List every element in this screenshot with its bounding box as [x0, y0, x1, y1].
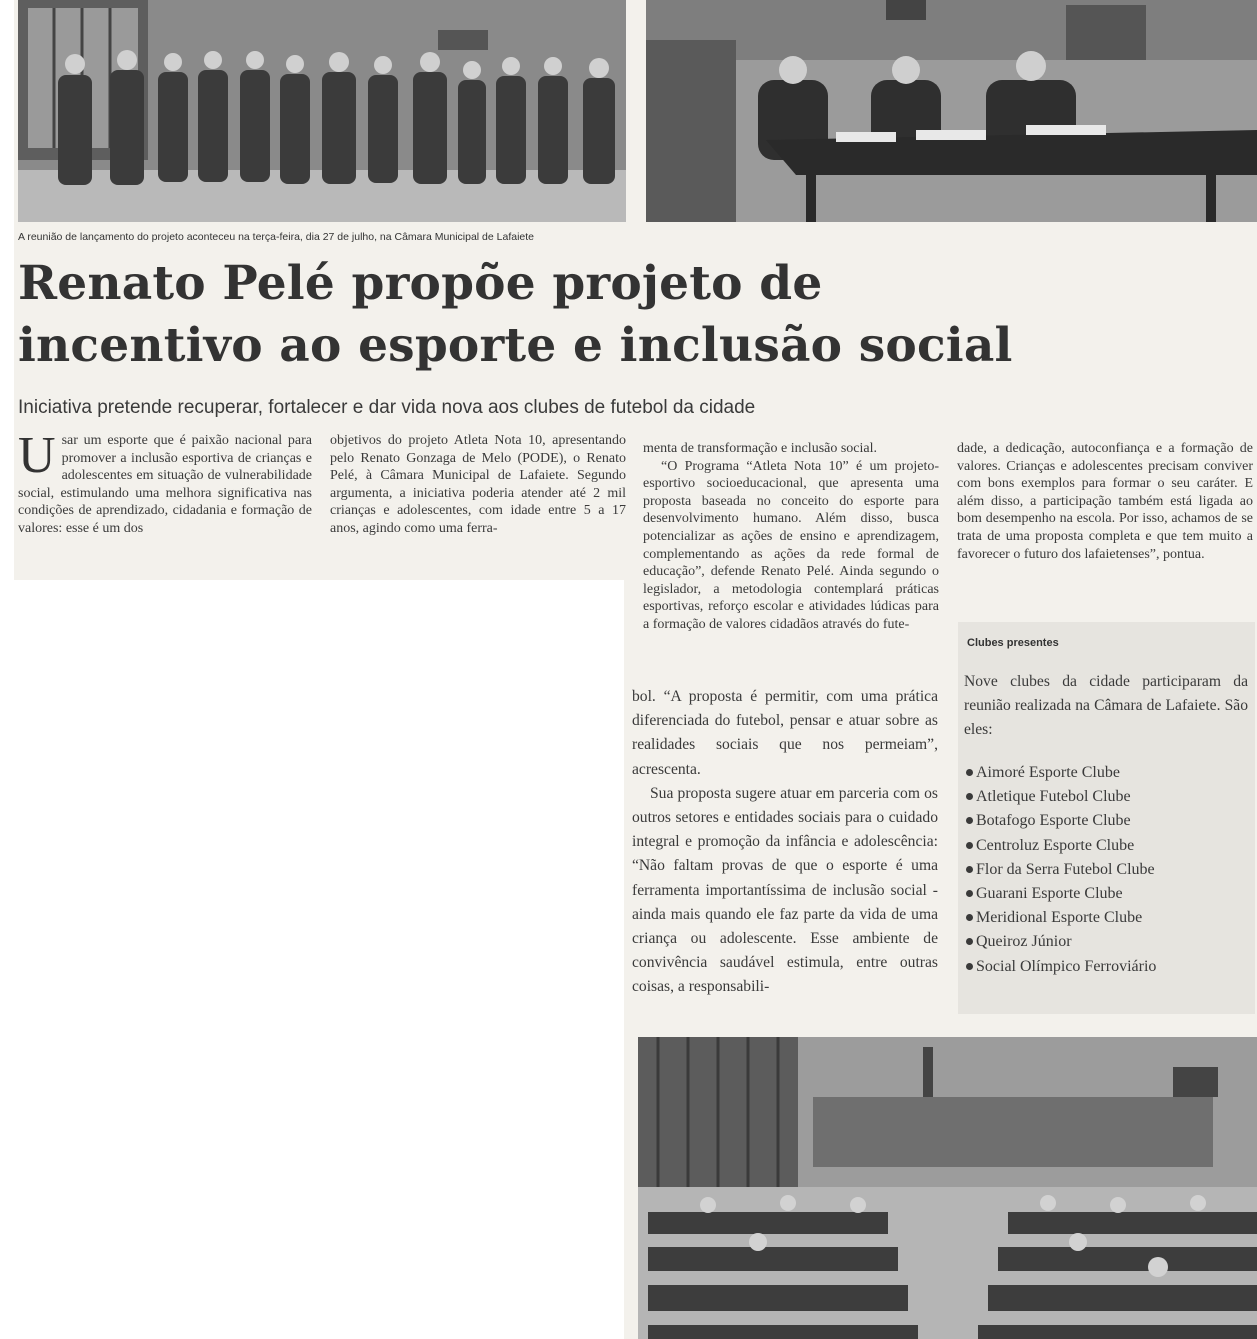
bullet-icon	[966, 963, 973, 970]
article-column-2	[330, 432, 626, 538]
column-2-text: objetivos do projeto Atleta Nota 10, apresentando pelo Renato Gonzaga de Melo (PODE), o Renato Pelé, à Câmara Municipal de Lafaiete. Segundo argumenta, a iniciativa poderia atender até 2 mil crianças e adolescentes, com idade entre 5 a 17 anos, agindo como uma ferra-	[330, 433, 626, 536]
article-column-3	[643, 440, 939, 634]
article-column-4	[957, 440, 1253, 563]
column-3-continued-paragraph-1: bol. “A proposta é permitir, com uma prática diferenciada do futebol, pensar e atuar sobre as realidades sociais que nos permeiam”, acrescenta.	[632, 688, 938, 778]
club-item: Centroluz Esporte Clube	[966, 834, 1156, 858]
column-3-paragraph-1: menta de transformação e inclusão social.	[643, 441, 878, 456]
photo-chamber-audience	[638, 1037, 1257, 1339]
photo-group-meeting	[18, 0, 626, 222]
clubs-list	[966, 761, 1156, 979]
bullet-icon	[966, 769, 973, 776]
article-column-1	[18, 427, 312, 538]
club-item: Flor da Serra Futebol Clube	[966, 858, 1156, 882]
subheadline: Iniciativa pretende recuperar, fortalecer e dar vida nova aos clubes de futebol da cidade	[18, 397, 756, 418]
club-item: Guarani Esporte Clube	[966, 882, 1156, 906]
article-column-3-continued	[632, 685, 938, 1000]
column-4-text: dade, a dedicação, autoconfiança e a formação de valores. Crianças e adolescentes precisam conviver com bons exemplos para formar o seu caráter. E além disso, a participação também está ligada ao bom desempenho na escola. Por isso, achamos de se trata de uma proposta completa e que tem muito a favorecer o futuro dos lafaietenses”, pontua.	[957, 441, 1253, 562]
bullet-icon	[966, 938, 973, 945]
clubs-sidebar-intro: Nove clubes da cidade participaram da reunião realizada na Câmara de Lafaiete. São eles:	[964, 673, 1248, 739]
club-item: Atletique Futebol Clube	[966, 785, 1156, 809]
headline-line-1: Renato Pelé propõe projeto de	[18, 256, 823, 311]
club-item: Queiroz Júnior	[966, 930, 1156, 954]
bullet-icon	[966, 914, 973, 921]
photo-caption: A reunião de lançamento do projeto aconteceu na terça-feira, dia 27 de julho, na Câmara Municipal de Lafaiete	[18, 231, 535, 243]
headline-line-2: incentivo ao esporte e inclusão social	[18, 318, 1013, 373]
bullet-icon	[966, 866, 973, 873]
drop-cap: U	[18, 427, 56, 484]
column-3-paragraph-2: “O Programa “Atleta Nota 10” é um projeto- esportivo socioeducacional, que apresenta uma proposta baseada no conceito do esporte para desenvolvimento humano. Além disso, busca potencializar as ações de ensino e aprendizagem, complementando as ações da rede formal de educação”, defende Renato Pelé. Ainda segundo o legislador, a metodologia contemplará práticas esportivas, reforço escolar e atividades lúdicas para a formação de valores cidadãos através do fute-	[643, 458, 939, 632]
clubs-sidebar-title: Clubes presentes	[967, 637, 1059, 649]
photo-council-table	[646, 0, 1257, 222]
bullet-icon	[966, 842, 973, 849]
bullet-icon	[966, 817, 973, 824]
club-item: Aimoré Esporte Clube	[966, 761, 1156, 785]
club-item: Meridional Esporte Clube	[966, 906, 1156, 930]
club-item: Social Olímpico Ferroviário	[966, 955, 1156, 979]
bullet-icon	[966, 890, 973, 897]
bullet-icon	[966, 793, 973, 800]
column-3-continued-paragraph-2: Sua proposta sugere atuar em parceria com os outros setores e entidades sociais para o cuidado integral e promoção da infância e adolescência: “Não faltam provas de que o esporte é uma ferramenta importantíssima de inclusão social - ainda mais quando ele faz parte da vida de uma criança ou adolescente. Esse ambiente de convivência saudável estimula, entre outras coisas, a responsabili-	[632, 784, 938, 996]
column-1-text: sar um esporte que é paixão nacional para promover a inclusão esportiva de crianças e adolescentes em situação de vulnerabilidade social, estimulando uma melhora significativa nas condições de aprendizado, cidadania e formação de valores: esse é um dos	[18, 433, 312, 536]
club-item: Botafogo Esporte Clube	[966, 809, 1156, 833]
